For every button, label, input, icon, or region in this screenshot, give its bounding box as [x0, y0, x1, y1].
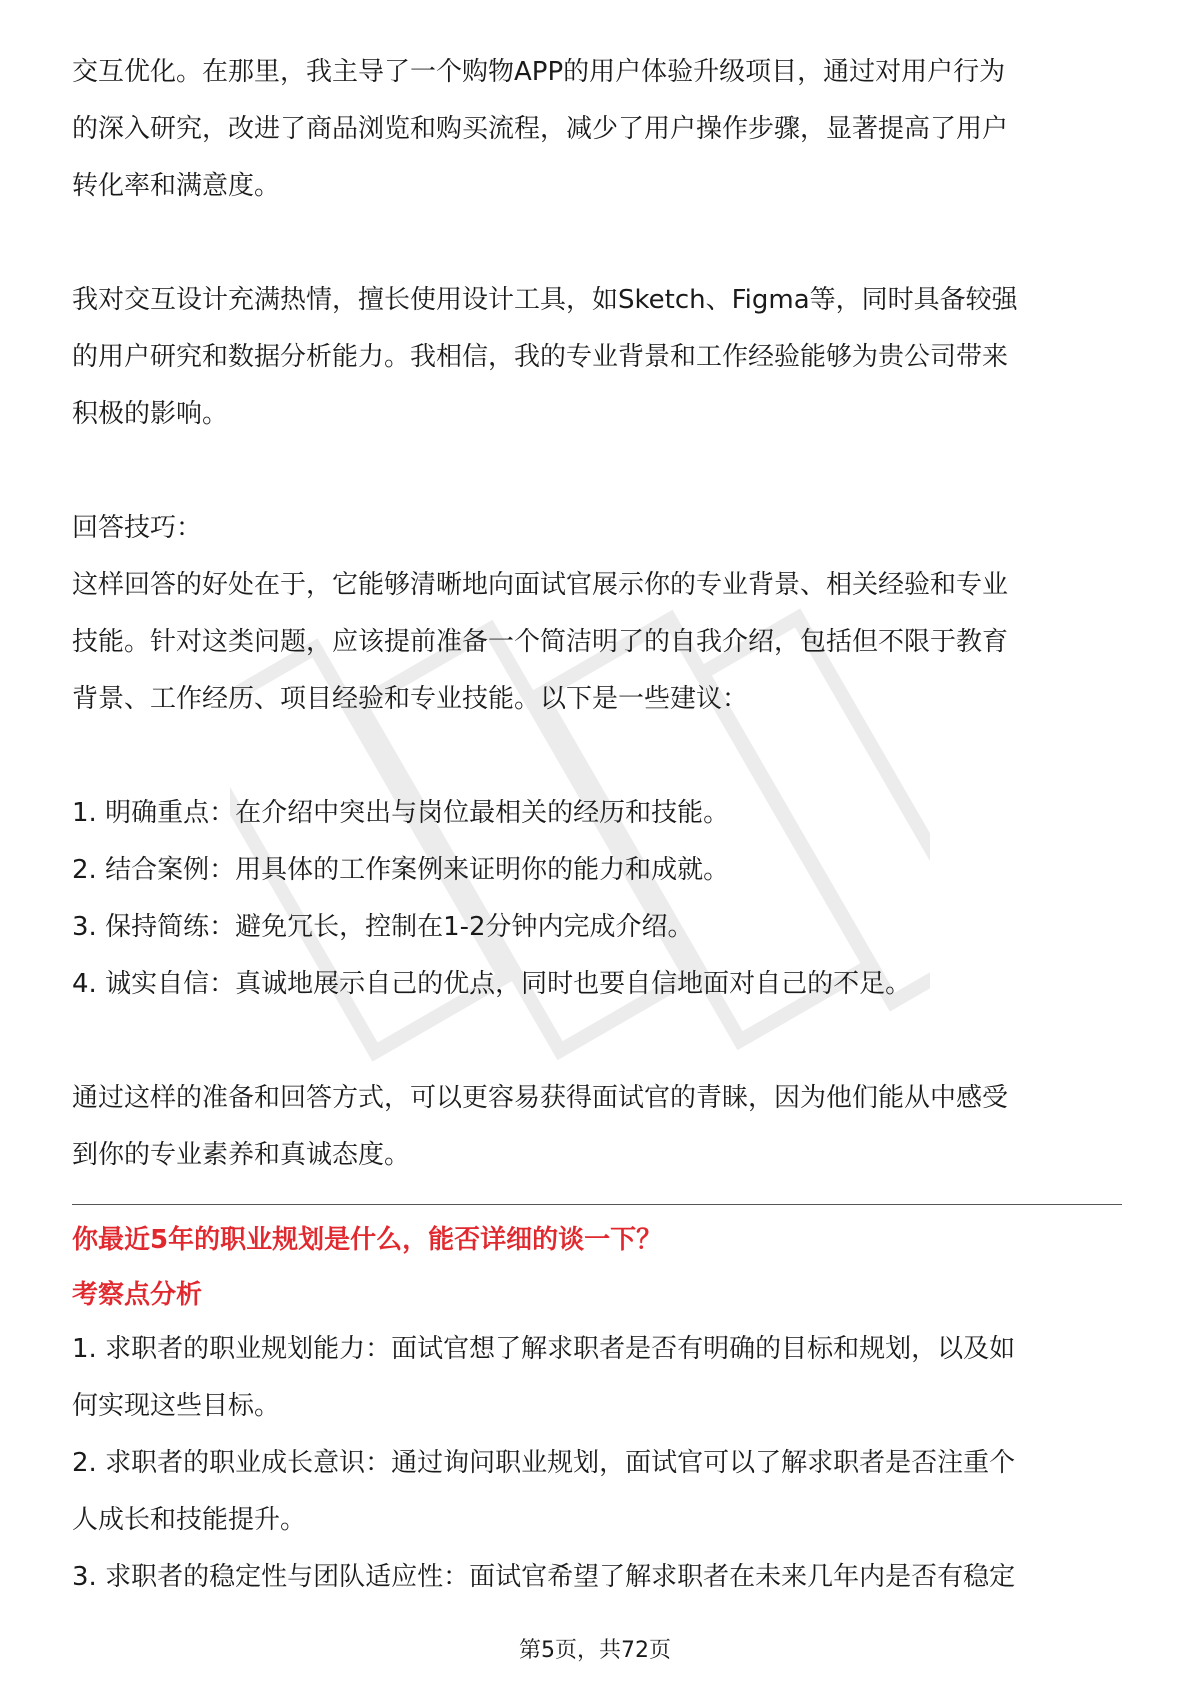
paragraph-spacer [72, 215, 1122, 272]
text-line: 交互优化。在那里，我主导了一个购物APP的用户体验升级项目，通过对用户行为 [72, 57, 1006, 87]
text-line: 1. 求职者的职业规划能力：面试官想了解求职者是否有明确的目标和规划，以及如 [72, 1334, 1016, 1364]
text-line: 转化率和满意度。 [72, 171, 281, 201]
text-line: 这样回答的好处在于，它能够清晰地向面试官展示你的专业背景、相关经验和专业 [72, 570, 1009, 600]
text-line: 背景、工作经历、项目经验和专业技能。以下是一些建议： [72, 684, 749, 714]
section-divider [72, 1204, 1122, 1205]
analysis-point [72, 1549, 1122, 1606]
analysis-point [72, 1435, 1122, 1549]
tips-heading-text: 回答技巧： [72, 513, 203, 543]
passion-paragraph [72, 272, 1122, 443]
paragraph-spacer [72, 1013, 1122, 1070]
text-line: 的用户研究和数据分析能力。我相信，我的专业背景和工作经验能够为贵公司带来 [72, 342, 1009, 372]
analysis-heading: 考察点分析 [72, 1280, 203, 1310]
list-item: 4. 诚实自信：真诚地展示自己的优点，同时也要自信地面对自己的不足。 [72, 969, 912, 999]
tips-paragraph [72, 557, 1122, 728]
content-column [72, 44, 1122, 1606]
closing-paragraph [72, 1070, 1122, 1184]
text-line: 人成长和技能提升。 [72, 1505, 307, 1535]
text-line: 我对交互设计充满热情，擅长使用设计工具，如Sketch、Figma等，同时具备较强 [72, 285, 1018, 315]
list-item: 1. 明确重点：在介绍中突出与岗位最相关的经历和技能。 [72, 798, 730, 828]
list-item: 3. 保持简练：避免冗长，控制在1-2分钟内完成介绍。 [72, 912, 694, 942]
tips-list [72, 785, 1122, 1013]
text-line: 到你的专业素养和真诚态度。 [72, 1140, 411, 1170]
text-line: 技能。针对这类问题，应该提前准备一个简洁明了的自我介绍，包括但不限于教育 [72, 627, 1009, 657]
analysis-point [72, 1321, 1122, 1435]
paragraph-spacer [72, 728, 1122, 785]
intro-paragraph [72, 44, 1122, 215]
text-line: 积极的影响。 [72, 399, 229, 429]
text-line: 2. 求职者的职业成长意识：通过询问职业规划，面试官可以了解求职者是否注重个 [72, 1448, 1016, 1478]
page-number: 第5页，共72页 [519, 1638, 671, 1663]
question-title: 你最近5年的职业规划是什么，能否详细的谈一下？ [72, 1225, 663, 1255]
paragraph-spacer [72, 443, 1122, 500]
list-item: 2. 结合案例：用具体的工作案例来证明你的能力和成就。 [72, 855, 730, 885]
text-line: 何实现这些目标。 [72, 1391, 281, 1421]
text-line: 3. 求职者的稳定性与团队适应性：面试官希望了解求职者在未来几年内是否有稳定 [72, 1562, 1016, 1592]
text-line: 的深入研究，改进了商品浏览和购买流程，减少了用户操作步骤，显著提高了用户 [72, 114, 1009, 144]
tips-heading [72, 500, 1122, 557]
text-line: 通过这样的准备和回答方式，可以更容易获得面试官的青睐，因为他们能从中感受 [72, 1083, 1009, 1113]
